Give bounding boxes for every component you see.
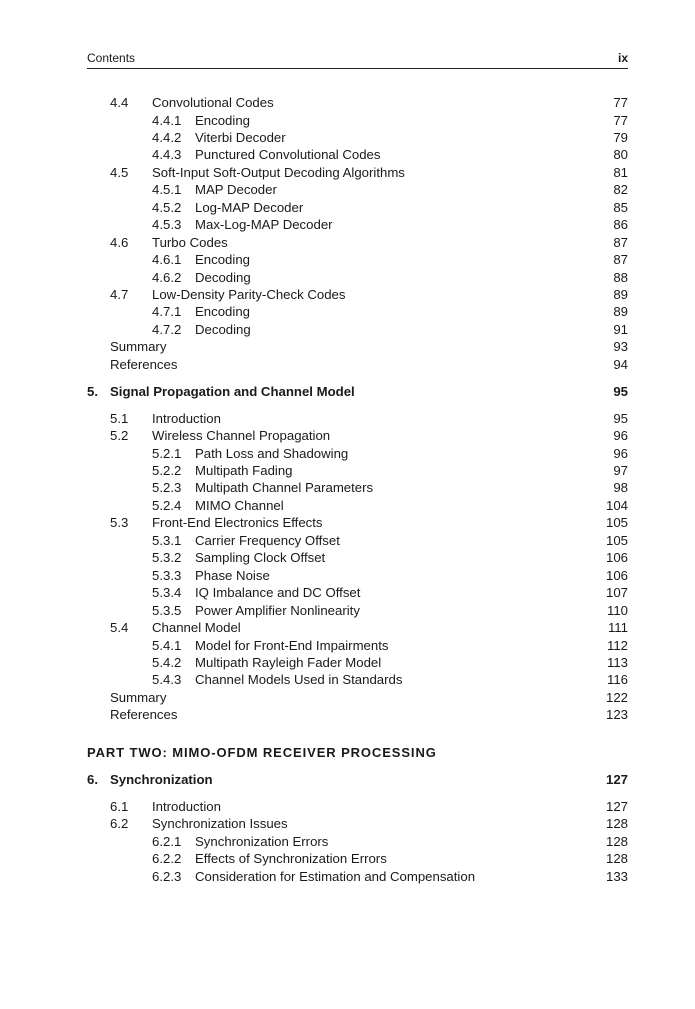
entry-title: Effects of Synchronization Errors — [195, 851, 387, 866]
entry-number: 4.4.3 — [152, 147, 182, 163]
entry-title: Punctured Convolutional Codes — [195, 147, 381, 163]
entry-title: Synchronization Errors — [195, 833, 329, 849]
toc-entry — [87, 654, 628, 671]
entry-number: 5.4.2 — [152, 655, 182, 670]
entry-page-number: 98 — [613, 480, 628, 496]
running-header-title: Contents — [87, 51, 136, 65]
entry-number: 4.5.1 — [152, 182, 182, 198]
toc-entry — [87, 129, 628, 146]
entry-title: Log-MAP Decoder — [195, 199, 304, 215]
entry-title: Max-Log-MAP Decoder — [195, 217, 333, 233]
entry-number: 5.3.5 — [152, 602, 182, 618]
entry-title: Wireless Channel Propagation — [152, 428, 331, 444]
entry-page-number: 93 — [613, 339, 628, 355]
entry-title: Soft-Input Soft-Output Decoding Algorithms — [152, 164, 405, 180]
toc-entry — [87, 112, 628, 129]
entry-page-number: 113 — [606, 655, 628, 670]
entry-page-number: 110 — [606, 602, 628, 618]
entry-number: 6.2 — [110, 816, 129, 832]
entry-page-number: 127 — [605, 772, 628, 788]
entry-number: 5.3.1 — [152, 532, 182, 548]
toc-entry — [87, 356, 628, 373]
page-number: ix — [617, 51, 628, 65]
entry-number: 5.4 — [110, 620, 129, 636]
entry-page-number: 106 — [605, 567, 628, 583]
entry-number: 5.3.3 — [152, 567, 182, 583]
entry-title: Multipath Rayleigh Fader Model — [195, 655, 382, 670]
entry-title: Introduction — [152, 798, 221, 814]
toc-entry — [87, 850, 628, 867]
entry-title: Phase Noise — [195, 567, 270, 583]
toc-entry — [87, 815, 628, 832]
toc-entry — [87, 689, 628, 706]
entry-number: 4.6.2 — [152, 269, 182, 285]
entry-title: PART TWO: MIMO-OFDM RECEIVER PROCESSING — [87, 744, 437, 760]
toc-entry — [87, 94, 628, 111]
entry-page-number: 96 — [613, 445, 628, 461]
entry-title: Power Amplifier Nonlinearity — [195, 602, 360, 618]
toc-entry — [87, 269, 628, 286]
entry-page-number: 96 — [613, 428, 628, 444]
entry-title: Channel Models Used in Standards — [195, 672, 403, 688]
entry-title: IQ Imbalance and DC Offset — [195, 585, 361, 601]
toc-entry — [87, 532, 628, 549]
entry-number: 6.2.3 — [152, 868, 182, 884]
toc-entry — [87, 216, 628, 233]
entry-title: Introduction — [152, 410, 221, 426]
toc-entry — [87, 602, 628, 619]
entry-number: 6. — [87, 772, 98, 788]
entry-title: Model for Front-End Impairments — [195, 637, 389, 653]
entry-number: 5. — [87, 384, 98, 400]
entry-title: Viterbi Decoder — [195, 129, 286, 145]
entry-page-number: 95 — [613, 384, 628, 400]
entry-number: 5.3 — [110, 515, 129, 531]
entry-page-number: 87 — [613, 234, 628, 250]
entry-title: Carrier Frequency Offset — [195, 532, 340, 548]
entry-page-number: 77 — [613, 95, 628, 110]
toc-entry — [87, 251, 628, 268]
part-heading — [87, 744, 628, 761]
toc-entry — [87, 164, 628, 181]
entry-page-number: 104 — [605, 497, 628, 513]
entry-page-number: 105 — [605, 515, 628, 531]
entry-page-number: 81 — [613, 164, 628, 180]
entry-title: Summary — [110, 339, 167, 355]
toc-entry — [87, 338, 628, 355]
entry-page-number: 89 — [613, 304, 628, 320]
entry-page-number: 77 — [613, 112, 628, 128]
entry-number: 4.4.1 — [152, 112, 182, 128]
entry-title: Multipath Channel Parameters — [195, 480, 374, 496]
entry-number: 5.1 — [110, 410, 129, 426]
entry-title: Turbo Codes — [152, 234, 228, 250]
entry-number: 6.2.1 — [152, 833, 182, 849]
toc-entry — [87, 234, 628, 251]
entry-page-number: 111 — [607, 620, 628, 636]
toc-entry — [87, 199, 628, 216]
entry-number: 5.2.3 — [152, 480, 182, 496]
toc-entry — [87, 181, 628, 198]
entry-title: Summary — [110, 689, 167, 705]
entry-title: Decoding — [195, 321, 251, 337]
entry-title: Path Loss and Shadowing — [195, 445, 349, 461]
entry-page-number: 107 — [605, 585, 628, 601]
toc-entry — [87, 671, 628, 688]
entry-page-number: 94 — [613, 356, 628, 372]
entry-title: Consideration for Estimation and Compensation — [195, 868, 476, 884]
entry-title: Encoding — [195, 252, 250, 267]
toc-entry — [87, 706, 628, 723]
toc-entry — [87, 549, 628, 566]
entry-page-number: 87 — [613, 252, 628, 267]
entry-number: 5.2.1 — [152, 445, 182, 461]
entry-title: Channel Model — [152, 620, 241, 636]
entry-title: Synchronization Issues — [152, 816, 288, 832]
entry-page-number: 112 — [606, 637, 628, 653]
entry-page-number: 128 — [605, 833, 628, 849]
entry-title: Encoding — [195, 304, 250, 320]
entry-number: 4.7.2 — [152, 321, 182, 337]
entry-page-number: 86 — [613, 217, 628, 233]
toc-entry — [87, 584, 628, 601]
toc-entry — [87, 445, 628, 462]
entry-title: References — [110, 707, 178, 723]
toc-entry — [87, 321, 628, 338]
entry-title: Low-Density Parity-Check Codes — [152, 286, 346, 302]
toc-entry — [87, 514, 628, 531]
entry-title: Synchronization — [110, 772, 213, 788]
toc-entry — [87, 868, 628, 885]
entry-number: 6.1 — [110, 798, 129, 814]
toc-entry — [87, 410, 628, 427]
entry-title: Decoding — [195, 269, 251, 285]
entry-page-number: 82 — [613, 182, 628, 198]
entry-title: Multipath Fading — [195, 463, 293, 478]
entry-number: 5.3.4 — [152, 585, 182, 601]
chapter-entry — [87, 383, 628, 400]
entry-title: Encoding — [195, 112, 250, 128]
entry-number: 4.5.3 — [152, 217, 182, 233]
entry-page-number: 79 — [613, 129, 628, 145]
toc-entry — [87, 619, 628, 636]
entry-page-number: 88 — [613, 269, 628, 285]
entry-number: 6.2.2 — [152, 851, 182, 866]
entry-title: References — [110, 356, 178, 372]
toc-entry — [87, 479, 628, 496]
toc-entry — [87, 303, 628, 320]
entry-number: 4.6 — [110, 234, 129, 250]
running-header — [87, 50, 628, 69]
entry-page-number: 95 — [613, 410, 628, 426]
entry-number: 4.7 — [110, 286, 129, 302]
entry-page-number: 80 — [613, 147, 628, 163]
entry-number: 5.3.2 — [152, 550, 182, 566]
toc-entry — [87, 286, 628, 303]
toc-entry — [87, 637, 628, 654]
entry-title: Front-End Electronics Effects — [152, 515, 323, 531]
entry-number: 4.7.1 — [152, 304, 182, 320]
entry-number: 4.4.2 — [152, 129, 182, 145]
entry-page-number: 128 — [605, 851, 628, 866]
entry-number: 4.4 — [110, 95, 129, 110]
toc-entry — [87, 462, 628, 479]
entry-page-number: 116 — [606, 672, 628, 688]
entry-page-number: 122 — [605, 689, 628, 705]
entry-page-number: 97 — [613, 463, 628, 478]
toc-entry — [87, 427, 628, 444]
entry-number: 4.6.1 — [152, 252, 182, 267]
entry-page-number: 133 — [605, 868, 628, 884]
entry-number: 5.2.2 — [152, 463, 182, 478]
entry-title: MIMO Channel — [195, 497, 284, 513]
entry-number: 5.4.3 — [152, 672, 182, 688]
toc-entry — [87, 567, 628, 584]
entry-number: 5.4.1 — [152, 637, 182, 653]
toc-entry — [87, 833, 628, 850]
entry-number: 4.5 — [110, 164, 129, 180]
entry-page-number: 106 — [605, 550, 628, 566]
entry-page-number: 91 — [613, 321, 628, 337]
entry-title: MAP Decoder — [195, 182, 277, 198]
entry-page-number: 89 — [613, 286, 628, 302]
entry-number: 4.5.2 — [152, 199, 182, 215]
entry-title: Signal Propagation and Channel Model — [110, 384, 355, 400]
entry-title: Convolutional Codes — [152, 95, 274, 110]
entry-page-number: 127 — [605, 798, 628, 814]
entry-page-number: 85 — [613, 199, 628, 215]
entry-number: 5.2.4 — [152, 497, 182, 513]
toc-entry — [87, 146, 628, 163]
entry-page-number: 128 — [605, 816, 628, 832]
entry-page-number: 123 — [605, 707, 628, 723]
entry-title: Sampling Clock Offset — [195, 550, 326, 566]
chapter-entry — [87, 771, 628, 788]
toc-entry — [87, 798, 628, 815]
entry-page-number: 105 — [605, 532, 628, 548]
toc-entry — [87, 497, 628, 514]
entry-number: 5.2 — [110, 428, 129, 444]
